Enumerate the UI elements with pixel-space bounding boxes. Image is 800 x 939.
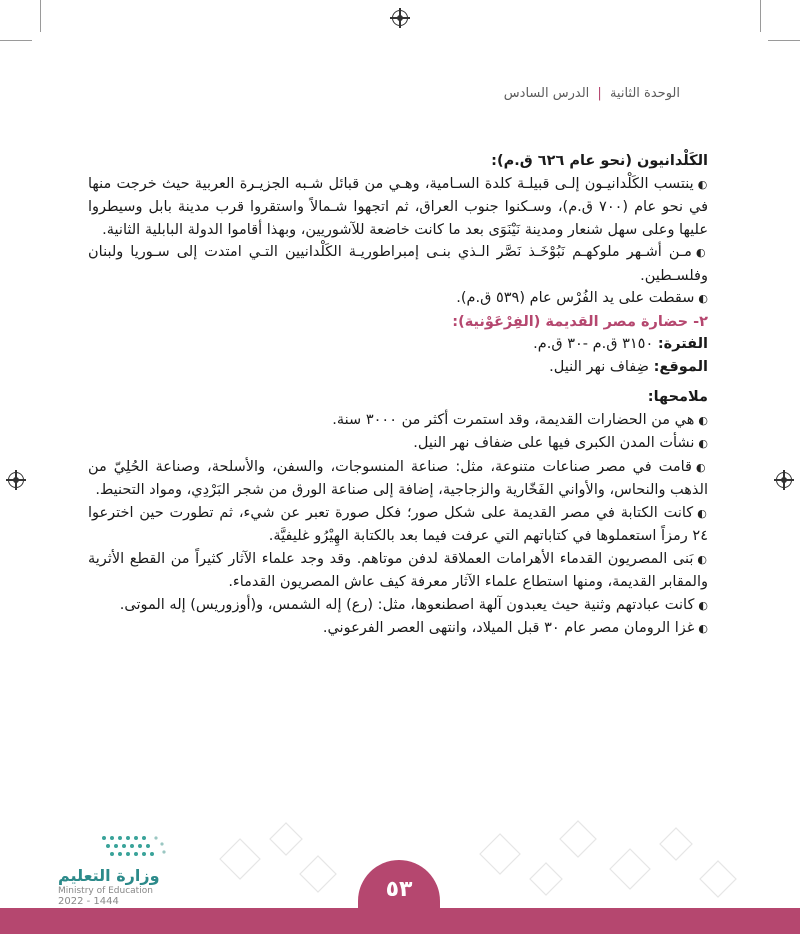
egypt-location (88, 356, 708, 379)
egypt-period (88, 333, 708, 356)
chaldeans-bullet-origin: ◐ ينتسب الكَلْدانيـون إلـى قبيلـة كلدة السـامية، وهـي من قبائل شـبه الجزيـرة العربية حيث خرجت منها في نحو عام (٧٠٠ ق.م)، وسـكنوا جنوب العراق، ثم اتجهوا شـمالاً واستقروا قرب مدينة بابل وسيطروا عليها وعلى سهل شنعار ومدينة نَيْنَوَى بعد ما كانت خاضعة للآشوريين، وبهذا أقاموا الدولة البابلية الثانية. (88, 173, 708, 242)
ministry-logo (58, 832, 178, 907)
registration-mark-right (776, 472, 792, 488)
egypt-bullet: ◐ قامت في مصر صناعات متنوعة، مثل: صناعة المنسوجات، والسفن، والأسلحة، وصناعة الحُلِيّ من الذهب والنحاس، والأواني الفَخّارية والزجاجية، إضافة إلى صناعة الورق من شجر البَرْدِي، ومواد التحنيط. (88, 456, 708, 502)
egypt-bullet: ◐ نشأت المدن الكبرى فيها على ضفاف نهر النيل. (88, 432, 708, 456)
crop-mark (0, 40, 32, 41)
ministry-name-arabic: وزارة التعليم (58, 866, 160, 885)
ministry-name-english: Ministry of Education (58, 886, 153, 896)
unit-title: الوحدة الثانية (609, 86, 680, 101)
registration-mark-top (392, 10, 408, 26)
period-value: ٣١٥٠ ق.م -٣٠ ق.م. (533, 336, 654, 352)
crop-mark (768, 40, 800, 41)
logo-dots-icon (96, 832, 176, 862)
egypt-bullet: ◐ كانت الكتابة في مصر القديمة على شكل صور؛ فكل صورة تعبر عن شيء، ثم تطورت حين اخترعوا ٢٤ رمزاً استعملوها في كتاباتهم التي عرفت فيما بعد بالكتابة الهِيْرُو غليفيَّة. (88, 502, 708, 548)
crop-mark (40, 0, 41, 32)
page-header (504, 86, 680, 101)
egypt-bullet: ◐ هي من الحضارات القديمة، وقد استمرت أكثر من ٣٠٠٠ سنة. (88, 409, 708, 433)
period-label: الفترة: (657, 336, 708, 352)
egypt-bullet: ◐ غزا الرومان مصر عام ٣٠ قبل الميلاد، وانتهى العصر الفرعوني. (88, 617, 708, 641)
chaldeans-bullet-kings: ◐ مـن أشـهر ملوكهـم نَبُوْخَـذ نَصَّر الـذي بنـى إمبراطوريـة الكَلْدانيين التـي امتدت إلى سـوريا ولبنان وفلسـطين. (88, 241, 708, 287)
main-content (88, 150, 708, 641)
chaldeans-heading: الكَلْدانيون (نحو عام ٦٢٦ ق.م): (491, 153, 708, 169)
egypt-bullet: ◐ كانت عبادتهم وثنية حيث يعبدون آلهة اصطنعوها، مثل: (رع) إله الشمس، و(أوزوريس) إله الموتى. (88, 594, 708, 618)
registration-mark-left (8, 472, 24, 488)
egypt-section-heading: ٢- حضارة مصر القديمة (الفِرْعَوْنية): (452, 313, 708, 330)
edition-year: 2022 - 1444 (58, 896, 119, 907)
features-heading: ملامحها: (647, 389, 708, 405)
location-value: ضِفاف نهر النيل. (549, 358, 649, 375)
crop-mark (760, 0, 761, 32)
egypt-bullet: ◐ بَنى المصريون القدماء الأهرامات العملاقة لدفن موتاهم. وقد وجد علماء الآثار كثيراً من القطع الأثرية والمقابر القديمة، ومنها استطاع علماء الآثار معرفة كيف عاش المصريون القدماء. (88, 548, 708, 594)
page-number: ٥٣ (358, 860, 440, 916)
header-separator: | (597, 86, 602, 101)
chaldeans-bullet-fall: ◐ سقطت على يد الفُرْس عام (٥٣٩ ق.م). (88, 287, 708, 311)
location-label: الموقع: (653, 358, 708, 375)
lesson-title: الدرس السادس (503, 86, 590, 101)
